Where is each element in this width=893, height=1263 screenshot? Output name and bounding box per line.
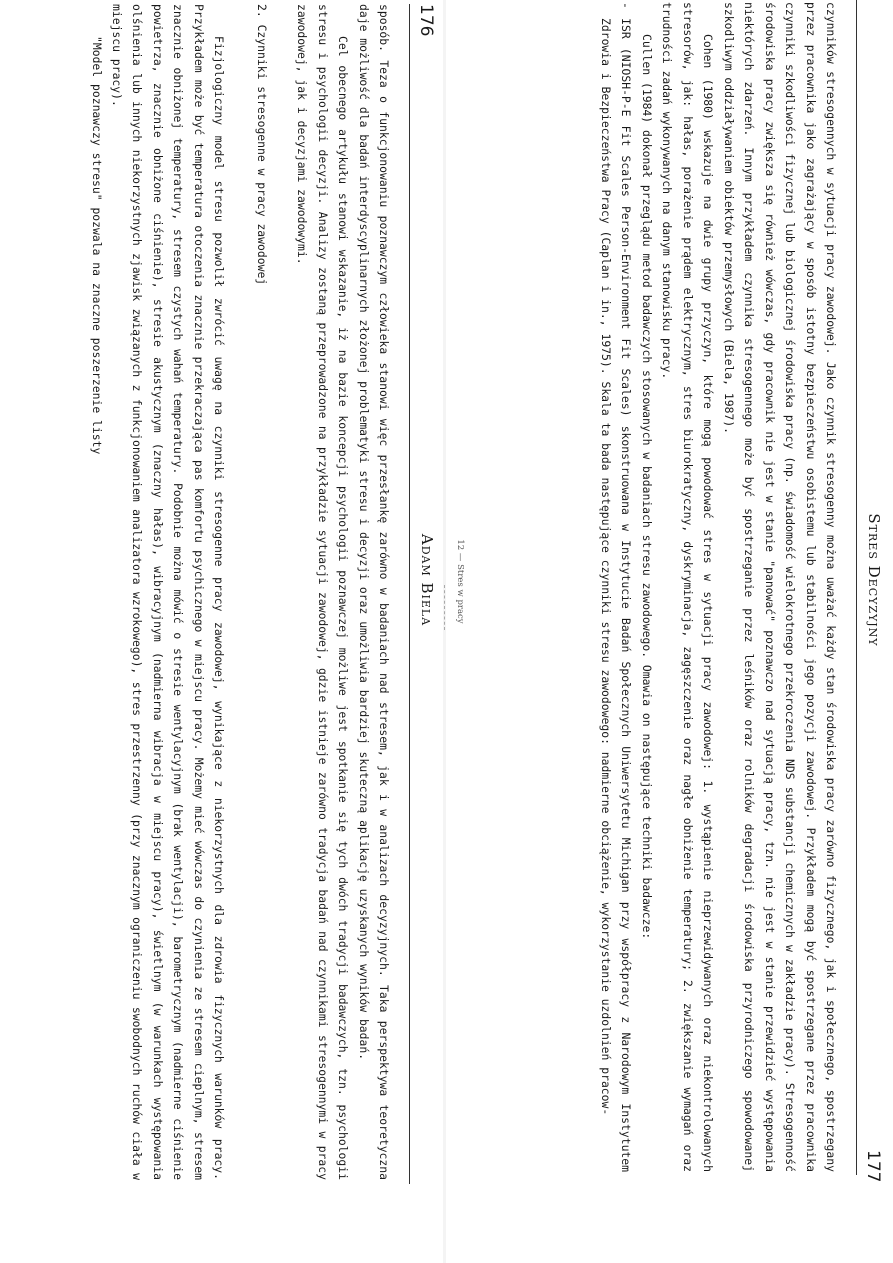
section-heading: 2. Czynniki stresogenne w pracy zawodowej [254, 4, 269, 286]
paragraph: Cel obecnego artykułu stanowi wskazanie, iż na bazie koncepcji psychologii poznawczej możliwe jest spotkanie się tych dwóch tradycji badawczych, tzn. psychologii stresu i psychologii decyzji. Analizy zostaną przeprowadzone na przykładzie sytuacji zawodowej, gdzie istnieje zarówno tradycja badań nad czynnikami stresogennymi w pracy zawodowej, jak i decyzjami zawodowymi. [295, 4, 351, 1180]
paragraph: sposób. Teza o funkcjonowaniu poznawczym człowieka stanowi więc przesłankę zarówno w badaniach nad stresem, jak i w analizach decyzyjnych. Taka perspektywa teoretyczna daje możliwość dla badań interdyscyplinarnych złożonej problematyki stresu i decyzji oraz umożliwia bardziej skuteczną aplikację uzyskanych wyników badań. [356, 4, 391, 1180]
header-rule [409, 4, 410, 1184]
running-head: Adam Biela [418, 533, 436, 627]
page-number: 177 [863, 1150, 883, 1183]
paragraph: Cullen (1984) dokonał przeglądu metod badawczych stosowanych w badaniach stresu zawodowego. Omawia on następujące techniki badawcze: [639, 34, 654, 940]
right-page [447, 0, 893, 1263]
header-rule [856, 0, 857, 1175]
right-page-body [596, 2, 841, 1172]
list-item: - ISR (NIOSH-P-E Fit Scales Person-Environment Fit Scales) skonstruowana w Instytucie Badań Społecznych Uniwersytetu Michigan przy współpracy z Narodowym Instytutem Zdrowia i Bezpieczeństwa Pracy (Caplan i in., 1975). Skala ta bada następujące czynniki stresu zawodowego: nadmierne obciążenie, wykorzystanie uzdolnień pracow- [599, 2, 634, 1172]
left-page-body [86, 4, 394, 1180]
paragraph: Fizjologiczny model stresu pozwolił zwrócić uwagę na czynniki stresogenne pracy zawodowej, wynikające z niekorzystnych dla zdrowia fizycznych warunków pracy. Przykładem może być temperatura otoczenia znacznie przekraczająca pas komfortu psychicznego w miejscu pracy. Możemy mieć wówczas do czynienia ze stresem cieplnym, stresem znacznie obniżonej temperatury, stresem czystych wahań temperatury. Podobnie można mówić o stresie wentylacyjnym (brak wentylacji), barometrycznym (nadmierne ciśnienie powietrza, znacznie obniżone ciśnienie), stresie akustycznym (znaczny hałas), wibracyjnym (nadmierna wibracja w miejscu pracy), świetlnym (w warunkach występowania olśnienia lub innych niekorzystnych zjawisk związanych z funkcjonowaniem analizatora wzrokowego), stres przestrzenny (przy znacznym ograniczeniu swobodnych ruchów ciała w miejscu pracy). [110, 4, 227, 1180]
left-page [0, 0, 446, 1263]
footer-note: 12 — Stres w pracy [455, 539, 465, 624]
paragraph: Cohen (1980) wskazuje na dwie grupy przyczyn, które mogą powodować stres w sytuacji pracy zawodowej: 1. wystąpienie nieprzewidywanych oraz niekontrolowanych stresorów, jak: hałas, porażenie prądem elektrycznym, stres biurokratyczny, dyskryminacja, zagęszczenie oraz nagłe obniżenie temperatury; 2. zwiększanie wymagań oraz trudności zadań wykonywanych na danym stanowisku pracy. [660, 2, 716, 1172]
paragraph: czynników stresogennych w sytuacji pracy zawodowej. Jako czynnik stresogenny można uważać każdy stan środowiska pracy zarówno fizycznego, jak i społecznego, spostrzegany przez pracownika jako zagrażający w sposób istotny bezpieczeństwu osobistemu lub stabilności jego pozycji zawodowej. Przykładem mogą być spostrzegane przez pracownika czynniki szkodliwości fizycznej lub biologicznej środowiska pracy (np. świadomość wielokrotnego przekroczenia NDS substancji chemicznych w zakładzie pracy). Stresogenność środowiska pracy zwiększa się również wówczas, gdy pracownik nie jest w stanie "panować" poznawczo nad sytuacją pracy, tzn. nie jest w stanie przewidzieć występowania niektórych zdarzeń. Innym przykładem czynnika stresogennego może być spostrzeganie przez leśników oraz rolników degradacji środowiska przyrodniczego spowodowanej szkodliwym oddziaływaniem obiektów przemysłowych (Biela, 1987). [721, 2, 838, 1172]
paragraph: "Model poznawczy stresu" pozwala na znaczne poszerzenie listy [89, 36, 104, 455]
running-head: Stres Decyzyjny [865, 513, 883, 647]
page-number: 176 [416, 4, 436, 37]
